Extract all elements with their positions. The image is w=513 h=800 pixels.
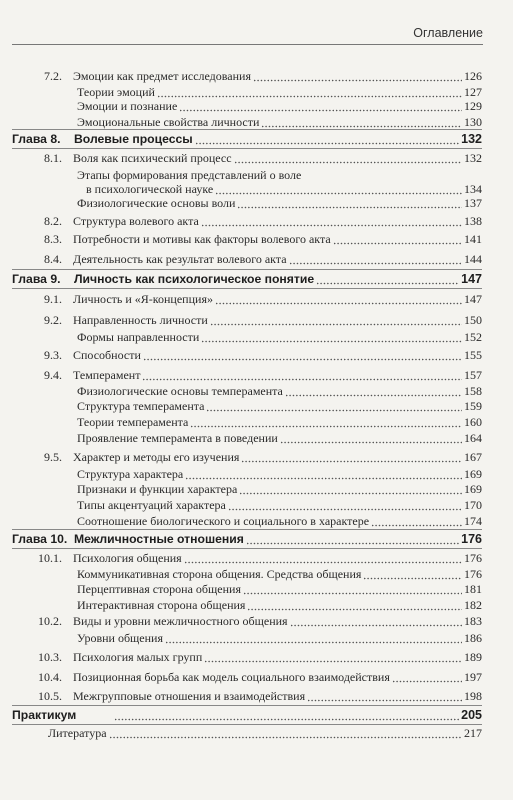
- leader-dots: [247, 598, 462, 612]
- page-number: 174: [464, 514, 482, 528]
- page-number: 150: [464, 313, 482, 327]
- section-number: 10.5.: [38, 689, 62, 703]
- page-number: 186: [464, 631, 482, 645]
- entry-title: Этапы формирования представлений о воле: [77, 168, 302, 182]
- toc-subentry: [0, 598, 513, 612]
- entry-title: Физиологические основы воли: [77, 196, 236, 210]
- toc-section-entry: [0, 151, 513, 165]
- page-number: 176: [464, 567, 482, 581]
- page-number: 134: [464, 182, 482, 196]
- toc-section-entry: [0, 214, 513, 228]
- leader-dots: [237, 196, 462, 210]
- leader-dots: [142, 368, 462, 382]
- leader-dots: [253, 69, 462, 83]
- page-number: 217: [464, 726, 482, 740]
- toc-section-entry: [0, 450, 513, 464]
- page-number: 138: [464, 214, 482, 228]
- chapter-rule: [12, 529, 482, 530]
- entry-title: Эмоциональные свойства личности: [77, 115, 260, 129]
- toc-section-entry: [0, 348, 513, 362]
- toc-subentry: [0, 482, 513, 496]
- leader-dots: [285, 384, 462, 398]
- leader-dots: [392, 670, 462, 684]
- page-number: 198: [464, 689, 482, 703]
- toc-chapter-entry: [0, 272, 513, 286]
- toc-section-entry: [0, 252, 513, 266]
- entry-title: Виды и уровни межличностного общения: [73, 614, 288, 628]
- leader-dots: [157, 85, 462, 99]
- page-number: 127: [464, 85, 482, 99]
- entry-title: Деятельность как результат волевого акта: [73, 252, 287, 266]
- leader-dots: [261, 115, 462, 129]
- section-number: 9.3.: [44, 348, 62, 362]
- page-number: 170: [464, 498, 482, 512]
- entry-title: Психология общения: [73, 551, 182, 565]
- toc-subentry: [0, 399, 513, 413]
- entry-title: Направленность личности: [73, 313, 208, 327]
- leader-dots: [190, 415, 462, 429]
- page-number: 158: [464, 384, 482, 398]
- entry-title: Личность и «Я-концепция»: [73, 292, 213, 306]
- toc-section-entry: [0, 650, 513, 664]
- page-number: 144: [464, 252, 482, 266]
- toc-section-entry: [0, 551, 513, 565]
- page-number: 197: [464, 670, 482, 684]
- chapter-number: Глава 10.: [12, 532, 68, 546]
- entry-title: Физиологические основы темперамента: [77, 384, 283, 398]
- page-number: 152: [464, 330, 482, 344]
- toc-subentry: [0, 182, 513, 196]
- entry-title: Волевые процессы: [74, 132, 193, 146]
- leader-dots: [239, 482, 462, 496]
- entry-title: Позиционная борьба как модель социального взаимодействия: [73, 670, 390, 684]
- leader-dots: [114, 708, 459, 722]
- chapter-number: Глава 9.: [12, 272, 61, 286]
- page-number: 169: [464, 467, 482, 481]
- entry-title: Типы акцентуаций характера: [77, 498, 226, 512]
- leader-dots: [333, 232, 462, 246]
- entry-title: Теории эмоций: [77, 85, 155, 99]
- page-number: 157: [464, 368, 482, 382]
- page-number: 137: [464, 196, 482, 210]
- entry-title: Формы направленности: [77, 330, 200, 344]
- leader-dots: [184, 551, 462, 565]
- leader-dots: [371, 514, 462, 528]
- toc-section-entry: [0, 232, 513, 246]
- leader-dots: [195, 132, 459, 146]
- leader-dots: [289, 252, 462, 266]
- entry-title: Литература: [48, 726, 107, 740]
- section-number: 9.1.: [44, 292, 62, 306]
- entry-title: Структура темперамента: [77, 399, 205, 413]
- leader-dots: [206, 399, 462, 413]
- toc-subentry: [0, 384, 513, 398]
- toc-subentry: [0, 498, 513, 512]
- leader-dots: [165, 631, 462, 645]
- toc-subentry: [0, 168, 513, 182]
- page-number: 182: [464, 598, 482, 612]
- entry-title: Способности: [73, 348, 141, 362]
- page-number: 176: [464, 551, 482, 565]
- leader-dots: [243, 582, 462, 596]
- entry-title: Межличностные отношения: [74, 532, 244, 546]
- toc-chapter-entry: [0, 532, 513, 546]
- page-number: 130: [464, 115, 482, 129]
- entry-title: Темперамент: [73, 368, 141, 382]
- leader-dots: [143, 348, 462, 362]
- section-number: 8.4.: [44, 252, 62, 266]
- chapter-number: Глава 8.: [12, 132, 61, 146]
- toc-subentry: [0, 567, 513, 581]
- page-number: 129: [464, 99, 482, 113]
- entry-title: Личность как психологическое понятие: [74, 272, 315, 286]
- toc-subentry: [0, 99, 513, 113]
- entry-title: Уровни общения: [77, 631, 163, 645]
- entry-title: Характер и методы его изучения: [73, 450, 240, 464]
- leader-dots: [234, 151, 462, 165]
- leader-dots: [228, 498, 462, 512]
- chapter-rule: [12, 288, 482, 289]
- toc-section-entry: [0, 368, 513, 382]
- entry-title: Потребности и мотивы как факторы волевого акта: [73, 232, 331, 246]
- page-number: 160: [464, 415, 482, 429]
- entry-title: Коммуникативная сторона общения. Средства общения: [77, 567, 362, 581]
- toc-section-entry: [0, 292, 513, 306]
- toc-subentry: [0, 415, 513, 429]
- leader-dots: [201, 330, 462, 344]
- page-number: 132: [464, 151, 482, 165]
- entry-title: Межгрупповые отношения и взаимодействия: [73, 689, 306, 703]
- leader-dots: [201, 214, 462, 228]
- page-number: 189: [464, 650, 482, 664]
- section-number: 10.1.: [38, 551, 62, 565]
- leader-dots: [290, 614, 462, 628]
- toc-subentry: [0, 631, 513, 645]
- leader-dots: [215, 182, 462, 196]
- page-number: 164: [464, 431, 482, 445]
- toc-section-entry: [0, 69, 513, 83]
- toc-subentry: [0, 431, 513, 445]
- page-number: 205: [461, 708, 482, 722]
- toc-chapter-entry: [0, 132, 513, 146]
- section-number: 10.2.: [38, 614, 62, 628]
- page-number: 169: [464, 482, 482, 496]
- page-number: 141: [464, 232, 482, 246]
- chapter-rule: [12, 548, 482, 549]
- section-number: 8.1.: [44, 151, 62, 165]
- entry-title: Эмоции и познание: [77, 99, 178, 113]
- toc-subentry: [0, 467, 513, 481]
- chapter-rule: [12, 129, 482, 130]
- entry-title: Теории темперамента: [77, 415, 189, 429]
- leader-dots: [204, 650, 462, 664]
- page-number: 126: [464, 69, 482, 83]
- leader-dots: [307, 689, 462, 703]
- leader-dots: [179, 99, 462, 113]
- page-number: 159: [464, 399, 482, 413]
- section-number: 9.2.: [44, 313, 62, 327]
- entry-title: Соотношение биологического и социального в характере: [77, 514, 370, 528]
- toc-subentry: [0, 582, 513, 596]
- chapter-number: Практикум: [12, 708, 77, 722]
- toc-subentry: [0, 85, 513, 99]
- toc-section-entry: [0, 670, 513, 684]
- chapter-rule: [12, 705, 482, 706]
- toc-subentry: [0, 330, 513, 344]
- page-number: 132: [461, 132, 482, 146]
- entry-title: Интерактивная сторона общения: [77, 598, 246, 612]
- leader-dots: [363, 567, 462, 581]
- section-number: 9.4.: [44, 368, 62, 382]
- entry-title: в психологической науке: [86, 182, 214, 196]
- toc-subentry: [0, 196, 513, 210]
- page-number: 181: [464, 582, 482, 596]
- toc-section-entry: [0, 614, 513, 628]
- toc-section-entry: [0, 689, 513, 703]
- running-header-title: Оглавление: [413, 26, 483, 40]
- page-number: 176: [461, 532, 482, 546]
- page-number: 147: [461, 272, 482, 286]
- toc-subentry: [0, 726, 513, 740]
- toc-subentry: [0, 115, 513, 129]
- section-number: 8.2.: [44, 214, 62, 228]
- entry-title: Структура характера: [77, 467, 184, 481]
- section-number: 7.2.: [44, 69, 62, 83]
- section-number: 8.3.: [44, 232, 62, 246]
- leader-dots: [316, 272, 459, 286]
- leader-dots: [215, 292, 462, 306]
- leader-dots: [185, 467, 462, 481]
- leader-dots: [109, 726, 462, 740]
- chapter-rule: [12, 724, 482, 725]
- entry-title: Психология малых групп: [73, 650, 203, 664]
- leader-dots: [246, 532, 459, 546]
- toc-section-entry: [0, 313, 513, 327]
- section-number: 9.5.: [44, 450, 62, 464]
- entry-title: Эмоции как предмет исследования: [73, 69, 251, 83]
- entry-title: Воля как психический процесс: [73, 151, 232, 165]
- toc-chapter-entry: [0, 708, 513, 722]
- chapter-rule: [12, 269, 482, 270]
- leader-dots: [280, 431, 462, 445]
- toc-subentry: [0, 514, 513, 528]
- entry-title: Проявление темперамента в поведении: [77, 431, 278, 445]
- leader-dots: [210, 313, 462, 327]
- entry-title: Перцептивная сторона общения: [77, 582, 241, 596]
- page-number: 155: [464, 348, 482, 362]
- page-number: 167: [464, 450, 482, 464]
- chapter-rule: [12, 148, 482, 149]
- page-number: 183: [464, 614, 482, 628]
- section-number: 10.3.: [38, 650, 62, 664]
- section-number: 10.4.: [38, 670, 62, 684]
- page-number: 147: [464, 292, 482, 306]
- leader-dots: [241, 450, 462, 464]
- entry-title: Признаки и функции характера: [77, 482, 238, 496]
- entry-title: Структура волевого акта: [73, 214, 199, 228]
